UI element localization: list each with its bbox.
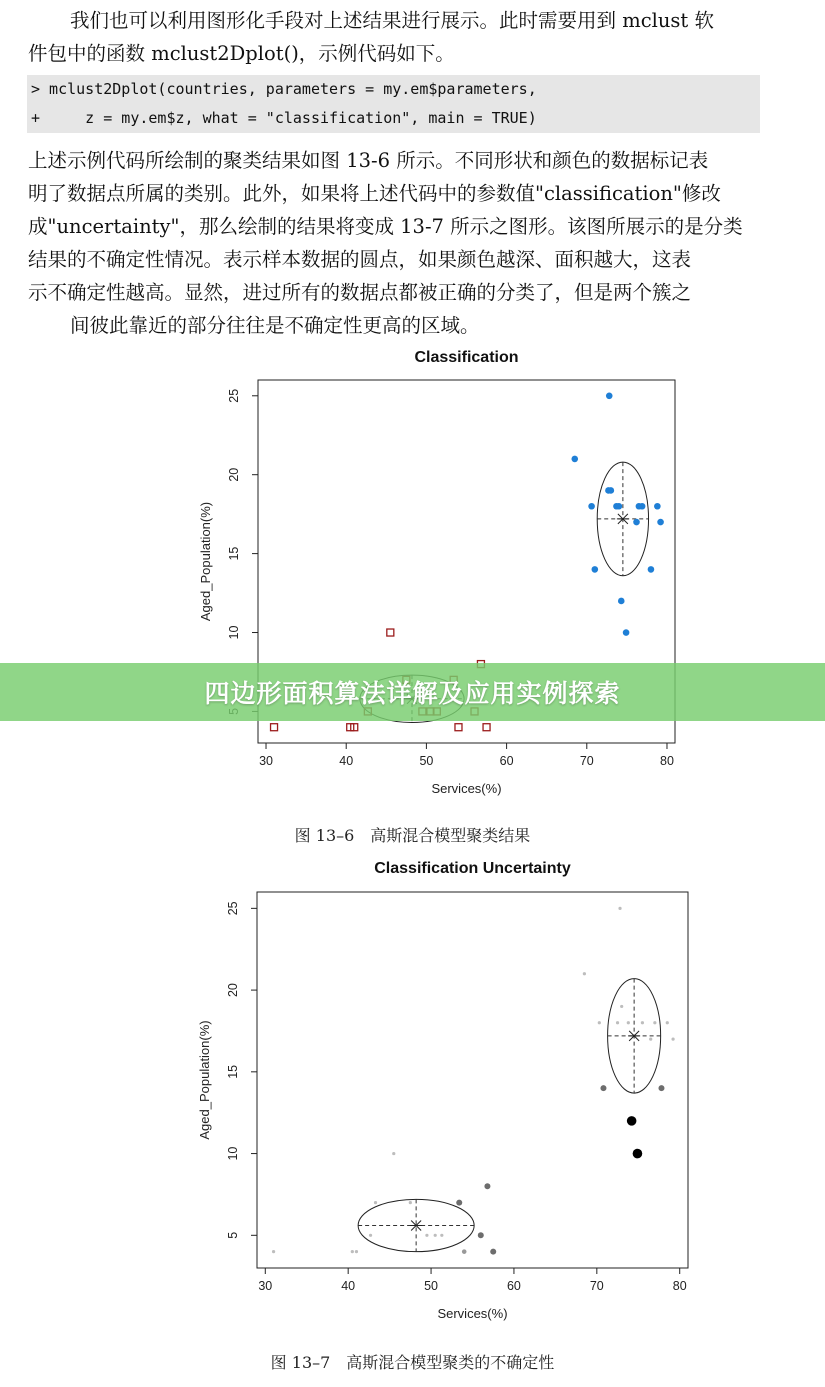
cluster-center-marker	[617, 514, 629, 524]
uncertainty-plot	[0, 850, 825, 1340]
uncertainty-point	[649, 1038, 652, 1041]
figure-caption-1: 图 13–6 高斯混合模型聚类结果	[294, 826, 531, 845]
intro-paragraph	[28, 4, 768, 70]
code-line-2: + z = my.em$z, what = "classification", main = TRUE)	[31, 109, 537, 127]
data-point-square	[455, 724, 462, 731]
uncertainty-point	[409, 1201, 412, 1204]
x-tick-label: 40	[341, 1279, 356, 1293]
data-point-square	[271, 724, 278, 731]
uncertainty-point	[618, 907, 621, 910]
uncertainty-point	[462, 1249, 467, 1254]
x-tick-label: 30	[259, 754, 273, 768]
uncertainty-point	[653, 1021, 656, 1024]
y-tick-label: 25	[227, 388, 241, 403]
chart-title: Classification Uncertainty	[374, 860, 571, 877]
x-tick-label: 40	[339, 754, 354, 768]
y-tick-label: 10	[226, 1146, 240, 1161]
uncertainty-point	[374, 1201, 377, 1204]
uncertainty-point	[671, 1038, 674, 1041]
data-point-circle	[633, 519, 640, 526]
x-tick-label: 30	[258, 1279, 273, 1293]
body-line-4: 结果的不确定性情况。表示样本数据的圆点，如果颜色越深、面积越大，这表	[28, 248, 692, 271]
classification-plot	[0, 340, 825, 810]
uncertainty-point	[616, 1021, 619, 1024]
uncertainty-point	[627, 1116, 637, 1126]
uncertainty-point	[583, 972, 586, 975]
data-point-circle	[608, 487, 615, 494]
uncertainty-point	[627, 1021, 630, 1024]
data-point-circle	[623, 629, 630, 636]
uncertainty-point	[658, 1085, 664, 1091]
data-point-circle	[592, 566, 599, 573]
x-tick-label: 80	[672, 1279, 687, 1293]
data-point-circle	[639, 503, 646, 510]
uncertainty-point	[369, 1234, 372, 1237]
uncertainty-point	[456, 1200, 462, 1206]
y-tick-label: 5	[226, 1231, 240, 1239]
uncertainty-point	[434, 1234, 437, 1237]
data-point-circle	[648, 566, 655, 573]
data-point-circle	[606, 392, 613, 399]
uncertainty-point	[355, 1250, 358, 1253]
uncertainty-point	[478, 1232, 484, 1238]
y-axis-label: Aged_Population(%)	[198, 501, 213, 622]
x-tick-label: 80	[660, 754, 674, 768]
x-tick-label: 50	[419, 754, 434, 768]
data-point-circle	[657, 519, 664, 526]
uncertainty-point	[633, 1149, 643, 1159]
code-line-1: > mclust2Dplot(countries, parameters = my.em$parameters,	[31, 80, 537, 98]
intro-line-1: 我们也可以利用图形化手段对上述结果进行展示。此时需要用到 mclust 软	[70, 9, 714, 32]
banner-title: 四边形面积算法详解及应用实例探索	[204, 679, 621, 708]
x-tick-label: 70	[579, 754, 594, 768]
uncertainty-point	[666, 1021, 669, 1024]
data-point-square	[483, 724, 490, 731]
body-line-1: 上述示例代码所绘制的聚类结果如图 13-6 所示。不同形状和颜色的数据标记表	[28, 149, 709, 172]
uncertainty-point	[392, 1152, 395, 1155]
data-point-circle	[588, 503, 595, 510]
body-line-2: 明了数据点所属的类别。此外，如果将上述代码中的参数值"classification"修改	[28, 182, 721, 205]
y-tick-label: 15	[227, 546, 241, 561]
y-tick-label: 15	[226, 1064, 240, 1079]
x-tick-label: 70	[589, 1279, 604, 1293]
uncertainty-point	[598, 1021, 601, 1024]
cluster-center-marker	[628, 1031, 640, 1041]
y-tick-label: 10	[227, 625, 241, 640]
x-tick-label: 60	[499, 754, 514, 768]
title-banner	[0, 663, 825, 721]
intro-line-2: 件包中的函数 mclust2Dplot()，示例代码如下。	[28, 42, 455, 65]
figure-caption-2: 图 13–7 高斯混合模型聚类的不确定性	[270, 1353, 555, 1372]
x-axis-label: Services(%)	[437, 1306, 508, 1321]
plot-frame	[257, 892, 688, 1268]
y-axis-label: Aged_Population(%)	[197, 1020, 212, 1140]
uncertainty-point	[351, 1250, 354, 1253]
x-tick-label: 50	[424, 1279, 439, 1293]
y-tick-label: 20	[227, 467, 241, 482]
uncertainty-point	[490, 1249, 496, 1255]
uncertainty-point	[600, 1085, 606, 1091]
data-point-circle	[571, 456, 578, 463]
uncertainty-point	[440, 1234, 443, 1237]
uncertainty-point	[272, 1250, 275, 1253]
data-point-circle	[616, 503, 623, 510]
figure-uncertainty	[0, 850, 825, 1340]
y-tick-label: 20	[226, 983, 240, 998]
data-point-circle	[618, 598, 625, 605]
body-paragraph	[28, 144, 768, 342]
data-point-square	[387, 629, 394, 636]
uncertainty-point	[620, 1005, 623, 1008]
body-line-3: 成"uncertainty"，那么绘制的结果将变成 13-7 所示之图形。该图所展示的是分类	[28, 215, 743, 238]
figure-classification	[0, 340, 825, 810]
chart-title: Classification	[414, 349, 519, 366]
uncertainty-point	[484, 1183, 490, 1189]
body-line-6: 间彼此靠近的部分往往是不确定性更高的区域。	[70, 314, 480, 337]
uncertainty-point	[425, 1234, 428, 1237]
code-block	[27, 75, 760, 133]
y-tick-label: 25	[226, 901, 240, 916]
x-tick-label: 60	[506, 1279, 521, 1293]
body-line-5: 示不确定性越高。显然，进过所有的数据点都被正确的分类了，但是两个簇之	[28, 281, 692, 304]
uncertainty-point	[641, 1021, 644, 1024]
x-axis-label: Services(%)	[431, 781, 502, 796]
data-point-circle	[654, 503, 661, 510]
